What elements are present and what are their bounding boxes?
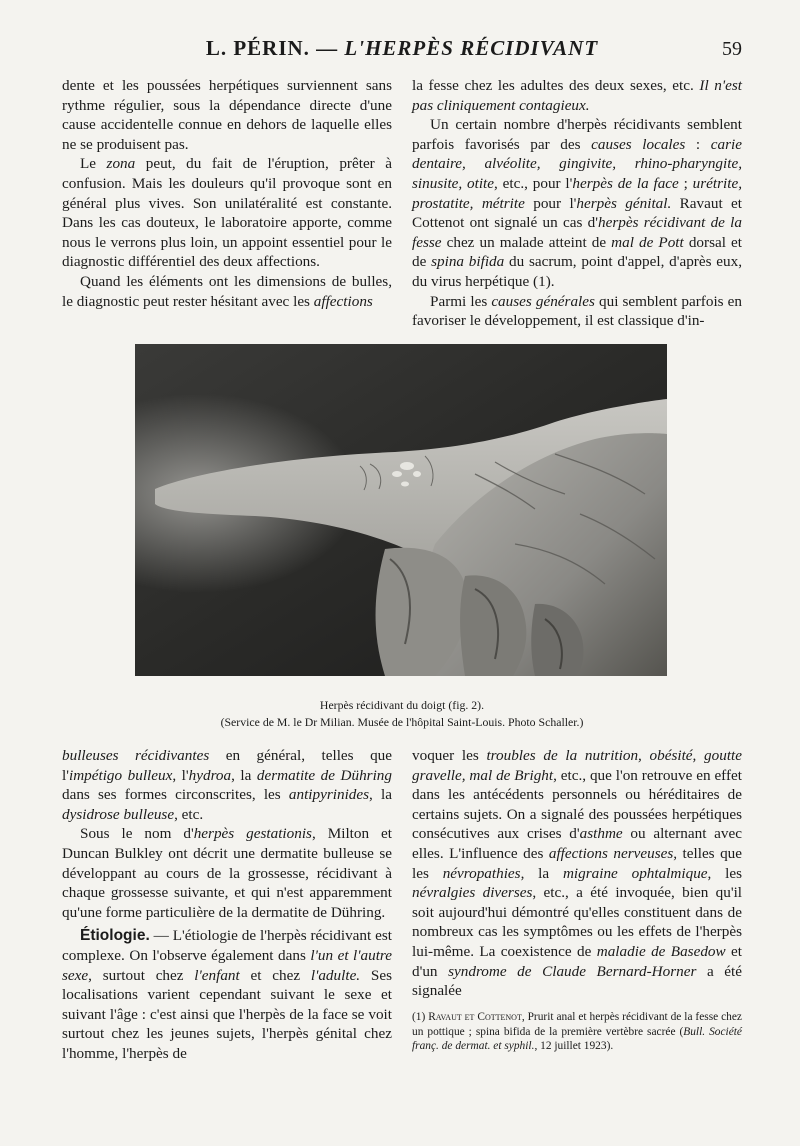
header-author: L. PÉRIN. bbox=[205, 36, 310, 60]
footnote-marker: (1) bbox=[412, 1011, 429, 1023]
paragraph: Sous le nom d'herpès gestationis, Milton et Duncan Bulkley ont décrit une dermatite bulleuse se développant au cours de la grossesse, récidivant à chaque grossesse suivante, et qui n'est apparemment qu'une forme particulière de la dermatite de Dühring. bbox=[62, 825, 392, 921]
header-chapter-title: L'HERPÈS RÉCIDIVANT bbox=[344, 36, 599, 60]
section-heading-etiologie: Étiologie. bbox=[80, 927, 150, 945]
paragraph: la fesse chez les adultes des deux sexes, etc. Il n'est pas cliniquement contagieux. bbox=[412, 77, 742, 114]
footnote-date: , 12 juillet 1923). bbox=[534, 1040, 614, 1052]
footnote bbox=[412, 1010, 742, 1054]
caption-credit: (Service de M. le Dr Milian. Musée de l'hôpital Saint-Louis. Photo Schaller.) bbox=[220, 715, 584, 729]
paragraph: Étiologie. — L'étiologie de l'herpès récidivant est complexe. On l'observe également dans l'un et l'autre sexe, surtout chez l'enfant et chez l'adulte. Ses localisations varient cependant suivant le sexe et suivant l'âge : c'est ainsi que l'herpès de la face se voit surtout chez les jeunes sujets, l'herpès génital chez l'homme, l'herpès de bbox=[62, 927, 393, 1062]
finger-photo-illustration bbox=[135, 344, 667, 676]
paragraph: voquer les troubles de la nutrition, obésité, goutte gravelle, mal de Bright, etc., que l'on retrouve en effet dans les antécédents personnels ou héréditaires de certains sujets. On a signalé des poussées herpétiques consécutives aux crises d'asthme ou alternant avec elles. L'influence des affections nerveuses, telles que les névropathies, la migraine ophtalmique, les névralgies diverses, etc., a été invoquée, bien qu'il soit aujourd'hui démontré qu'elles constituent dans de nombreux cas les symptômes ou les effets de l'herpès lui-même. La coexistence de maladie de Basedow et d'un syndrome de Claude Bernard-Horner a été signalée bbox=[412, 747, 743, 1000]
column-bottom-left bbox=[62, 746, 392, 1064]
footnote-text: , Prurit anal et herpès récidivant de la fesse chez un pottique ; spina bifida de la première vertèbre sacrée ( bbox=[412, 1011, 742, 1038]
footnote-authors: Ravaut et Cottenot bbox=[428, 1011, 522, 1023]
paragraph: bulleuses récidivantes en général, telles que l'impétigo bulleux, l'hydroa, la dermatite de Dühring dans ses formes circonscrites, les antipyrinides, la dysidrose bulleuse, etc. bbox=[62, 747, 392, 823]
paragraph: Parmi les causes générales qui semblent parfois en favoriser le développement, il est classique d'in- bbox=[412, 292, 742, 330]
paragraph: Quand les éléments ont les dimensions de bulles, le diagnostic peut rester hésitant avec les affections bbox=[62, 272, 392, 310]
paragraph: dente et les poussées herpétiques surviennent sans rythme régulier, sous la dépendance directe d'une cause accidentelle connue en dehors de laquelle elles ne se produisent pas. bbox=[62, 77, 392, 153]
column-top-right bbox=[412, 76, 742, 331]
paragraph: Le zona peut, du fait de l'éruption, prêter à confusion. Mais les douleurs qu'il provoque sont en général plus vives. Son unilatéralité est constante. Dans les cas douteux, le laboratoire apporte, comme nous le verrons plus loin, un appoint essentiel pour le diagnostic différentiel des deux affections. bbox=[62, 155, 392, 271]
paragraph: Un certain nombre d'herpès récidivants semblent parfois favorisés par des causes locales : carie dentaire, alvéolite, gingivite, rhino-pharyngite, sinusite, otite, etc., pour l'herpès de la face ; urétrite, prostatite, métrite pour l'herpès génital. Ravaut et Cottenot ont signalé un cas d'herpès récidivant de la fesse chez un malade atteint de mal de Pott dorsal et de spina bifida du sacrum, point d'appel, d'après eux, du virus herpétique (1). bbox=[412, 116, 743, 290]
figure-photo-finger bbox=[135, 344, 667, 676]
footnote-journal: Bull. Société franç. de dermat. et syphil. bbox=[412, 1025, 742, 1052]
column-bottom-right bbox=[412, 746, 742, 1001]
header-separator: — bbox=[309, 36, 345, 60]
header-title bbox=[62, 36, 742, 61]
page-number: 59 bbox=[722, 38, 742, 60]
figure-caption bbox=[62, 697, 742, 731]
running-header bbox=[62, 36, 742, 68]
column-top-left bbox=[62, 76, 392, 311]
caption-title: Herpès récidivant du doigt (fig. 2). bbox=[319, 698, 485, 712]
